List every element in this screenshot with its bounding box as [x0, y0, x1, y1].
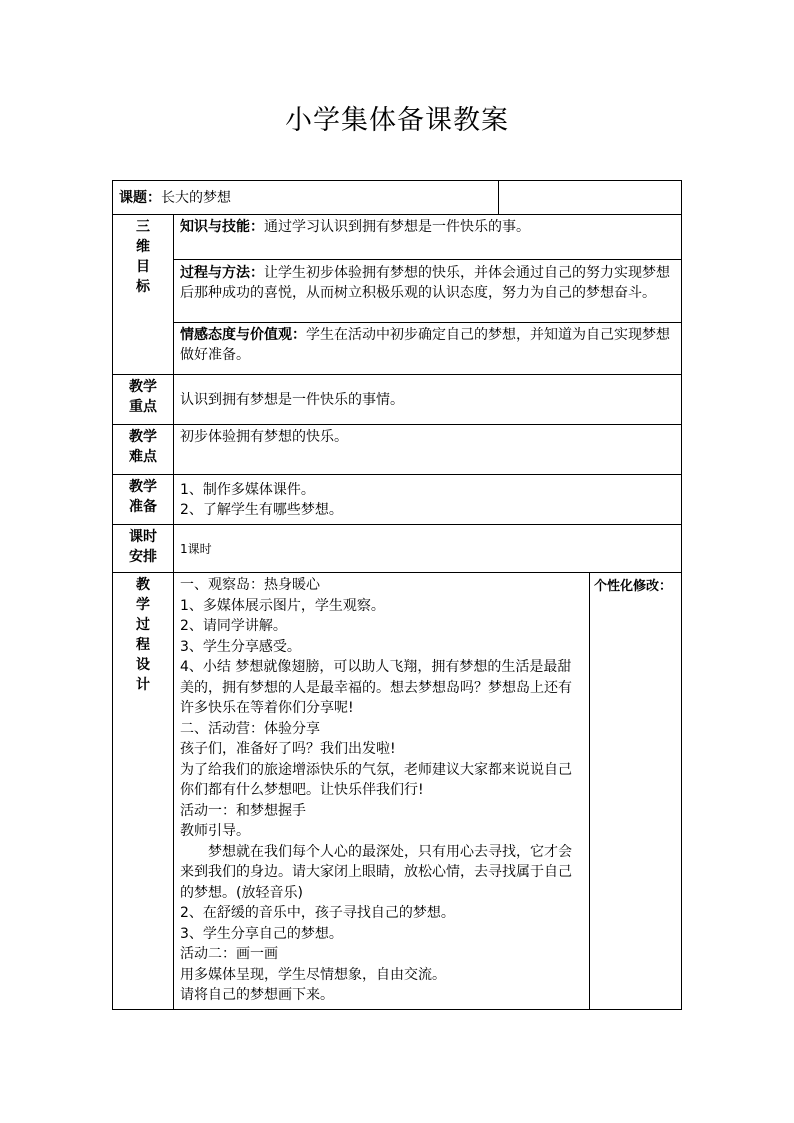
- process-design-label-char: 设: [136, 657, 150, 673]
- objectives-label-char: 标: [136, 279, 150, 295]
- schedule-label-line: 课时: [129, 529, 157, 545]
- process-line: 3、学生分享感受。: [180, 638, 301, 655]
- personalized-modification-header: 个性化修改：: [594, 579, 673, 594]
- objective-process-text: 让学生初步体验拥有梦想的快乐，并体会通过自己的努力实现梦想后那种成功的喜悦，从而树立积极乐观的认识态度，努力为自己的梦想奋斗。: [180, 265, 670, 301]
- preparation-label: [113, 475, 174, 525]
- key-point-row: [113, 375, 682, 425]
- objectives-label: [113, 215, 174, 375]
- objective-process-cell: [174, 260, 682, 323]
- topic-blank-cell: [499, 181, 682, 215]
- key-point-label-line: 重点: [129, 399, 157, 415]
- topic-label: 课题：: [119, 189, 161, 206]
- process-design-label-char: 计: [136, 677, 150, 693]
- process-line: 为了给我们的旅途增添快乐的气氛，老师建议大家都来说说自己你们都有什么梦想吧。让快乐伴我们行!: [180, 761, 572, 798]
- process-design-label-char: 过: [136, 617, 150, 633]
- process-line: 请将自己的梦想画下来。: [180, 987, 334, 1003]
- objective-process-row: [113, 260, 682, 323]
- process-line: 教师引导。: [180, 823, 250, 839]
- topic-value: 长大的梦想: [161, 189, 231, 206]
- process-design-label-char: 教: [136, 577, 150, 593]
- preparation-label-line: 准备: [129, 499, 157, 515]
- process-line: 1、多媒体展示图片，学生观察。: [180, 597, 385, 614]
- objective-process-label: 过程与方法：: [180, 265, 264, 281]
- process-design-body: [174, 573, 590, 1010]
- process-line: 2、在舒缓的音乐中，孩子寻找自己的梦想。: [180, 905, 455, 921]
- objectives-label-char: 三: [136, 219, 150, 235]
- preparation-row: [113, 475, 682, 525]
- lesson-plan-table: [112, 180, 682, 1010]
- objective-emotion-cell: [174, 323, 682, 375]
- process-line: 3、学生分享自己的梦想。: [180, 925, 343, 942]
- process-line: 用多媒体呈现，学生尽情想象，自由交流。: [180, 966, 446, 983]
- difficulty-label: [113, 425, 174, 475]
- process-line: 一、观察岛：热身暖心: [180, 577, 320, 593]
- schedule-label: [113, 525, 174, 573]
- objective-knowledge-label: 知识与技能：: [180, 219, 264, 235]
- objective-knowledge-row: [113, 215, 682, 260]
- preparation-label-line: 教学: [129, 479, 157, 495]
- process-line: 梦想就在我们每个人心的最深处，只有用心去寻找，它才会来到我们的身边。请大家闭上眼睛，放松心情，去寻找属于自己的梦想。(放轻音乐): [180, 843, 572, 901]
- process-line: 2、请同学讲解。: [180, 618, 287, 634]
- difficulty-row: [113, 425, 682, 475]
- process-line: 活动一：和梦想握手: [180, 802, 306, 819]
- key-point-label: [113, 375, 174, 425]
- preparation-cell: [174, 475, 682, 525]
- objective-emotion-row: [113, 323, 682, 375]
- process-design-label: [113, 573, 174, 1010]
- topic-row: [113, 181, 682, 215]
- difficulty-label-line: 教学: [129, 429, 157, 445]
- difficulty-label-line: 难点: [129, 449, 157, 465]
- page-title: 小学集体备课教案: [285, 105, 509, 136]
- schedule-row: [113, 525, 682, 573]
- process-design-label-char: 程: [136, 637, 150, 653]
- process-line: 二、活动营：体验分享: [180, 720, 320, 737]
- objectives-label-char: 维: [136, 239, 150, 255]
- preparation-item: 2、了解学生有哪些梦想。: [180, 501, 343, 518]
- personalized-modification-cell: [590, 573, 682, 1010]
- process-line: 4、小结 梦想就像翅膀，可以助人飞翔，拥有梦想的生活是最甜美的，拥有梦想的人是最幸福的。想去梦想岛吗？梦想岛上还有许多快乐在等着你们分享呢!: [180, 659, 572, 716]
- objective-knowledge-text: 通过学习认识到拥有梦想是一件快乐的事。: [264, 219, 530, 235]
- difficulty-text: 初步体验拥有梦想的快乐。: [174, 425, 682, 475]
- objective-emotion-label: 情感态度与价值观：: [180, 327, 306, 343]
- process-line: 活动二：画一画: [180, 946, 278, 962]
- objectives-label-char: 目: [136, 259, 150, 275]
- schedule-text: 1课时: [174, 525, 682, 573]
- objective-knowledge-cell: [174, 215, 682, 260]
- objective-emotion-text: 学生在活动中初步确定自己的梦想，并知道为自己实现梦想做好准备。: [180, 327, 670, 363]
- process-line: 孩子们，准备好了吗？我们出发啦!: [180, 741, 396, 757]
- process-design-row: [113, 573, 682, 1010]
- key-point-text: 认识到拥有梦想是一件快乐的事情。: [174, 375, 682, 425]
- topic-cell: [113, 181, 499, 215]
- process-design-label-char: 学: [136, 597, 150, 613]
- preparation-item: 1、制作多媒体课件。: [180, 481, 315, 498]
- key-point-label-line: 教学: [129, 379, 157, 395]
- schedule-label-line: 安排: [129, 549, 157, 565]
